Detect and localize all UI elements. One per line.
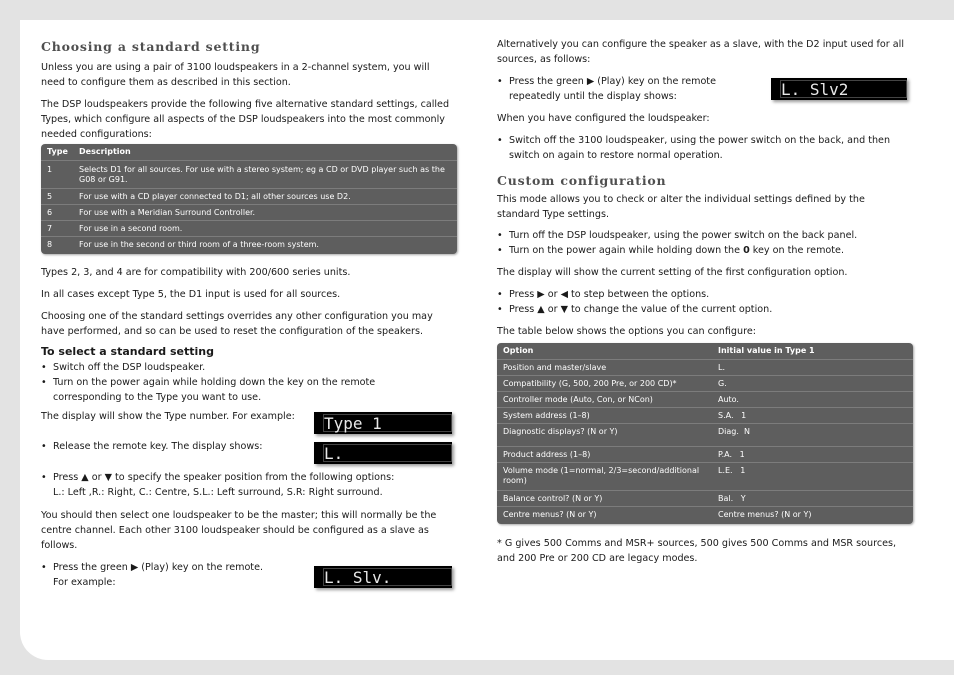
table-cell: For use in the second or third room of a three-room system.	[79, 240, 319, 249]
table-header-row	[41, 144, 457, 160]
table-cell: S.A. 1	[718, 411, 747, 420]
table-row	[41, 160, 457, 188]
green-key-list-2	[497, 74, 727, 104]
list-item-text: Turn on the power again while holding down the	[509, 245, 744, 256]
table-row	[497, 359, 913, 375]
table-cell: Position and master/slave	[503, 363, 607, 372]
types-table	[41, 144, 457, 254]
list-item: • Press the green ▶ (Play) key on the remote repeatedly until the display shows:	[497, 74, 727, 104]
table-cell: For use with a Meridian Surround Controller.	[79, 208, 256, 217]
table-row	[41, 236, 457, 253]
table-row	[41, 220, 457, 236]
lcd-text: L. Slv2	[780, 80, 907, 98]
position-options: L.: Left ,R.: Right, C.: Centre, S.L.: Left surround, S.R: Right surround.	[53, 487, 383, 498]
document-page	[20, 20, 954, 660]
table-cell: Diag. N	[718, 427, 750, 436]
table-header-cell: Description	[79, 147, 131, 156]
table-row	[497, 462, 913, 490]
list-item: • Press ▲ or ▼ to change the value of the current option.	[497, 302, 897, 317]
list-item: • Press ▶ or ◀ to step between the options.	[497, 287, 897, 302]
intro-paragraph: Unless you are using a pair of 3100 loudspeakers in a 2-channel system, you will need to configure them as described in this section.	[41, 62, 430, 88]
table-cell: Volume mode (1=normal, 2/3=second/additional room)	[503, 466, 700, 485]
table-cell: Diagnostic displays? (N or Y)	[503, 427, 618, 436]
alt-paragraph: Alternatively you can configure the speaker as a slave, with the D2 input used for all sources, as follows:	[497, 39, 904, 65]
table-cell: Balance control? (N or Y)	[503, 494, 603, 503]
table-cell: 5	[47, 192, 53, 201]
table-cell: For use with a CD player connected to D1; all other sources use D2.	[79, 192, 351, 201]
list-item-subtext: For example:	[53, 577, 116, 588]
list-item-text: Press ▲ or ▼ to specify the speaker position from the following options:	[53, 472, 395, 483]
table-cell: Product address (1–8)	[503, 450, 591, 459]
lcd-text: L. Slv.	[323, 568, 452, 586]
lcd-display-slave2	[771, 78, 907, 100]
switchoff-list	[497, 133, 897, 163]
dsp-paragraph: The DSP loudspeakers provide the following five alternative standard settings, called Types, which configure all aspects of the DSP loudspeakers into the most commonly needed configurations:	[41, 99, 450, 140]
list-item: • Switch off the DSP loudspeaker.	[41, 360, 386, 375]
section-heading-standard: Choosing a standard setting	[41, 39, 261, 54]
table-cell: Controller mode (Auto, Con, or NCon)	[503, 395, 653, 404]
table-cell: Centre menus? (N or Y)	[503, 510, 597, 519]
table-cell: G.	[718, 379, 727, 388]
display-current-paragraph: The display will show the current setting of the first configuration option.	[497, 267, 848, 278]
table-row	[497, 375, 913, 391]
table-cell: Bal. Y	[718, 494, 746, 503]
custom-paragraph: This mode allows you to check or alter the individual settings defined by the standard Type settings.	[497, 194, 865, 220]
list-item: • Turn off the DSP loudspeaker, using the power switch on the back panel.	[497, 228, 907, 243]
table-row	[497, 506, 913, 523]
section-heading-custom: Custom configuration	[497, 173, 667, 188]
table-cell: 1	[47, 165, 53, 174]
master-paragraph: You should then select one loudspeaker to be the master; this will normally be the centre channel. Each other 3100 loudspeaker should be configured as a slave as follows.	[41, 510, 437, 551]
table-cell: Compatibility (G, 500, 200 Pre, or 200 CD)*	[503, 379, 677, 388]
list-item	[497, 243, 907, 258]
table-cell: 7	[47, 224, 53, 233]
position-list	[41, 470, 441, 500]
lcd-display-type	[314, 412, 452, 434]
table-cell: 8	[47, 240, 53, 249]
list-item: • Release the remote key. The display shows:	[41, 439, 311, 454]
footnote: * G gives 500 Comms and MSR+ sources, 500 gives 500 Comms and MSR sources, and 200 Pre or 200 CD are legacy modes.	[497, 538, 897, 564]
lcd-text: L.	[323, 444, 452, 462]
table-row	[497, 407, 913, 423]
table-header-cell: Option	[503, 346, 534, 355]
table-header-cell: Type	[47, 147, 68, 156]
table-row	[41, 204, 457, 220]
compat-paragraph: Types 2, 3, and 4 are for compatibility with 200/600 series units.	[41, 267, 351, 278]
list-item: • Turn on the power again while holding down the key on the remote corresponding to the Type you want to use.	[41, 375, 386, 405]
list-item-text: Press the green ▶ (Play) key on the remote.	[53, 562, 264, 573]
table-row	[497, 391, 913, 407]
lcd-display-slave	[314, 566, 452, 588]
custom-steps-list	[497, 228, 907, 258]
table-header-cell: Initial value in Type 1	[718, 346, 815, 355]
configured-paragraph: When you have configured the loudspeaker:	[497, 113, 710, 124]
green-key-list	[41, 560, 311, 590]
table-cell: For use in a second room.	[79, 224, 183, 233]
lcd-display-position	[314, 442, 452, 464]
table-row	[41, 188, 457, 204]
table-row	[497, 490, 913, 506]
table-cell: Selects D1 for all sources. For use with a stereo system; eg a CD or DVD player such as the G08 or G91.	[79, 165, 445, 184]
release-list	[41, 439, 311, 454]
table-row	[497, 446, 913, 462]
list-item	[41, 470, 441, 500]
override-paragraph: Choosing one of the standard settings overrides any other configuration you may have performed, and so can be used to reset the configuration of the speakers.	[41, 311, 433, 337]
display-type-paragraph: The display will show the Type number. For example:	[41, 411, 295, 422]
options-table	[497, 343, 913, 524]
table-cell: Auto.	[718, 395, 739, 404]
table-intro-paragraph: The table below shows the options you can configure:	[497, 326, 756, 337]
table-cell: Centre menus? (N or Y)	[718, 510, 812, 519]
lcd-text: Type 1	[323, 414, 452, 432]
list-item-text: key on the remote.	[749, 245, 845, 256]
table-cell: System address (1–8)	[503, 411, 590, 420]
table-cell: 6	[47, 208, 53, 217]
select-steps-list	[41, 360, 386, 405]
list-item: • Switch off the 3100 loudspeaker, using the power switch on the back, and then switch on again to restore normal operation.	[497, 133, 897, 163]
table-cell: L.E. 1	[718, 466, 746, 475]
table-cell: L.	[718, 363, 725, 372]
table-header-row	[497, 343, 913, 359]
table-row	[497, 423, 913, 446]
nav-list	[497, 287, 897, 317]
d1-paragraph: In all cases except Type 5, the D1 input is used for all sources.	[41, 289, 341, 300]
key-zero: 0	[743, 245, 750, 256]
table-cell: P.A. 1	[718, 450, 745, 459]
list-item	[41, 560, 311, 590]
subheading-select: To select a standard setting	[41, 345, 215, 358]
